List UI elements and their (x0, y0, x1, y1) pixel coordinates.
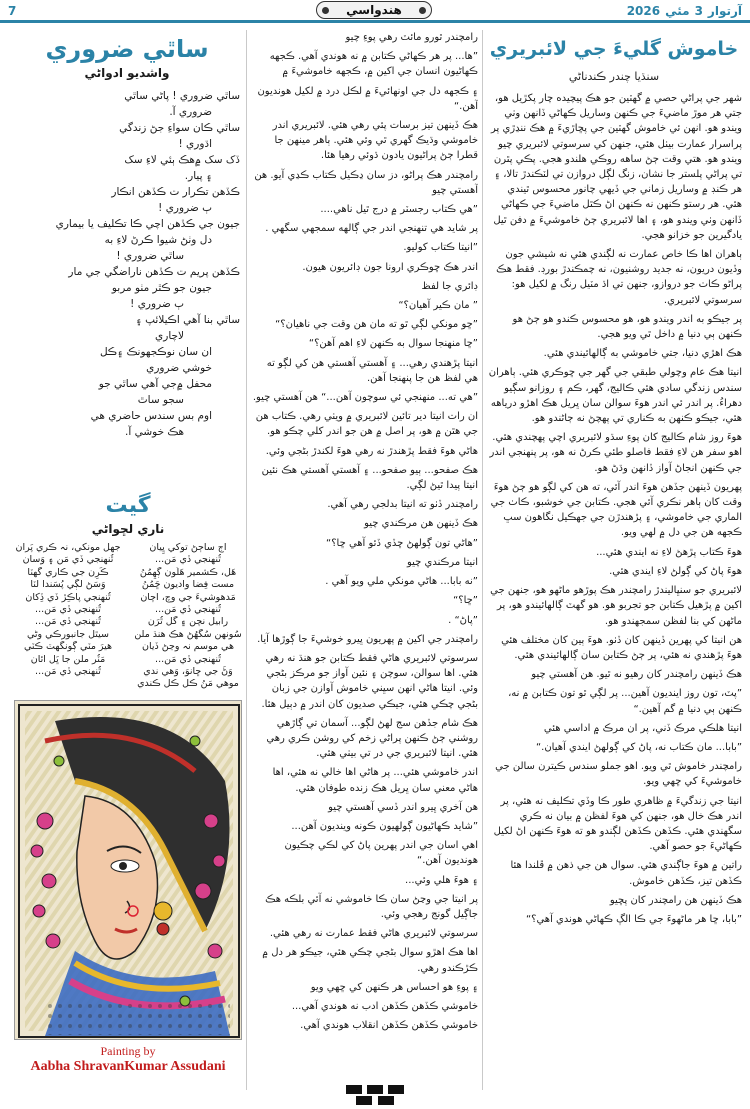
geet-line: مَٽُر ملن جا ڀَل آئان (30, 653, 106, 665)
story-paragraph: رامچندر جي اکين ۾ پهريون ڀيرو خوشيءَ جا ڳوڙها آيا. (257, 633, 478, 645)
poem-line: ضروري آ. (169, 106, 212, 118)
story-paragraph: هوءَ روز شام ڪاليج کان پوءِ سڌو لائبريري اچي پهچندي هئي. اهو سفر هن لاءِ فقط فاصلو طئي ڪرڻ نه هو، پر پنهنجي اندر جي ڪنهن انجاڻ آواز ڏانهن وڌڻ هو. (489, 432, 742, 474)
geet-line: ٿُنهنجي ڏي مَن... (35, 604, 101, 616)
column-divider (482, 30, 483, 1090)
story-paragraph: لائبريري جو سنڀاليندڙ رامچندر هڪ پوڙهو ماڻهو هو، جنهن جي اکين ۾ پڙهيل ڪتابن جو تجربو هو. هو گهٽ ڳالهائيندو هو، پر ماڻهن کي بنا لفظن سمجهندو هو. (490, 585, 742, 627)
poem-line: ٻ ضروري ! (130, 298, 184, 310)
story-paragraph: اندر هڪ ڇوڪري ارونا جون ڊائريون هيون. (302, 261, 478, 273)
story-body-right (486, 91, 742, 927)
story-paragraph: ”هي ڪتاب رجسٽر ۾ درج ٿيل ناهي.... (320, 204, 478, 216)
geet-line: رابيل نچن ۽ گل ٿُرَن (147, 616, 229, 628)
story-paragraph: انيتا مرڪندي چيو (406, 556, 478, 568)
story-title: خاموش گليءَ جي لائبريري (489, 38, 739, 60)
geet-column-right (134, 542, 242, 691)
story-paragraph: شهر جي پراڻي حصي ۾ گهٽين جو هڪ پيچيده چار پکڙيل هو، جتي هر موڙ ماضيءَ جي ڪنهن وساريل ڪهاڻي ڏانهن وٺي ويندو هو. انهن ئي خاموش گهٽين جي پڇاڙيءَ ۾ هڪ ننڍڙي پر پراسرار عمارت بيٺل هئي، جنهن کي سرسوتي لائبريري چيو ويندو هو. هتي وقت ڄڻ ساهه روڪي هلندو هجي. پڪي پٿرن تي پراڻي پلستر جا نشان، زنگ لڳل دروازن تي لٽڪندڙ تالا، ۽ هر ڪنڊ ۾ وساريل زماني جي ڏيهي چانور محسوس ٿيندي هئي. هر رستو ڪنهن نه ڪنهن اڻ ڪٿل ماضيءَ جي ڪهاڻي ڏانهن وٺي ويندو هو، ۽ اها لائبريري ڄڻ خاموشيءَ ۾ دفن ٿيل يادگيرين جو خزانو هجي. (490, 93, 742, 241)
story-paragraph: ۽ هوءَ هلي وئي... (405, 874, 478, 886)
page-number: 7 (8, 4, 17, 18)
story-paragraph: ”هي ته... منهنجي ئي سوچون آهن...“ هن آهستي چيو. (252, 392, 478, 404)
story-paragraph: ان رات انيتا دير تائين لائبريري ۾ ويٺي رهي. ڪتاب هن جي هٿن ۾ هو، پر اصل ۾ هن جو اندر کلي چڪو هو. (255, 411, 478, 438)
poem-section (14, 30, 240, 470)
story-paragraph: رامچندر ٿورو مائٽ رهي پوءِ چيو (345, 32, 478, 43)
story-paragraph: هوءَ پاڻ کي ڳولڻ لاءِ ايندي هئي. (609, 565, 742, 577)
story-paragraph: ”هاڻي تون ڳولهڻ ڇڏي ڏئو آهي ڇا؟“ (326, 537, 478, 549)
story-paragraph: خاموشي ڪڏهن ڪڏهن انقلاب هوندي آهي. (300, 1020, 478, 1032)
story-paragraph: ۽ ڪجهه دل جي اونهائيءَ ۾ لڪل درد ۾ لکيل هونديون آهن.“ (257, 85, 478, 112)
story-paragraph: ”ها... پر هر ڪهاڻي ڪتابن ۾ نه هوندي آهي. ڪجهه ڪهاڻيون انسان جي اکين ۾، ڪجهه خاموشيءَ ۾ (269, 51, 478, 78)
painting-illustration (15, 701, 242, 1040)
story-paragraph: رامچندر خاموش ٿي ويو. اهو جملو سندس ڪيترن سالن جي خاموشيءَ کي ڇهي ويو. (495, 761, 742, 788)
geet-title: گيت (105, 493, 151, 518)
story-paragraph: راتين ۾ هوءَ جاڳندي هئي. سوال هن جي ذهن ۾ ڦلندا هئا ڪڏهن تيز، ڪڏهن خاموش. (510, 860, 742, 887)
story-paragraph: ۽ پوءِ هو احساس هر ڪنهن کي ڇهي ويو (310, 981, 478, 993)
geet-line: سيٿل جانبورڪي وڻي (26, 628, 110, 640)
poem-author: واشديو ادواڻي (84, 66, 170, 80)
story-paragraph: انيتا هلڪي مرڪ ڏني، پر ان مرڪ ۾ اداسي هئي (543, 722, 742, 734)
geet-line: هيرَ مٽي ڳُونگهٽ ڪٽي (23, 641, 113, 653)
story-paragraph: ڊائري جا لفظ (421, 280, 478, 292)
geet-line: جهل مونکي، نہ ڪري پَران (15, 542, 121, 553)
story-paragraph: هن آخري ڀيرو اندر ڏسي آهستي چيو (328, 801, 478, 813)
masthead-logo (316, 1, 432, 19)
story-paragraph: هڪ ڏينهن هن رامچندر کان پڇيو (609, 894, 742, 906)
issue-day: آرتوار (707, 4, 742, 18)
story-paragraph: هڪ اهڙي دنيا، جتي خاموشي به ڳالهائيندي هئي. (543, 348, 742, 360)
page-header (0, 0, 750, 26)
story-paragraph: ”بابا، ڇا هر ماڻهوءَ جي ڪا الڳ ڪهاڻي هوندي آهي؟“ (525, 913, 742, 925)
story-paragraph: اهي اسان جي اندر پهرين پاڻ کي لڪي چڪيون هونديون آهن.“ (284, 840, 478, 867)
poem-line: خوشي ضروري (146, 362, 212, 374)
geet-line: وَسَڻ لڳي پُسَندا لٽا (30, 579, 106, 591)
poem-line: جيون جو ڪٿر مٺو مربو (111, 282, 212, 294)
story-paragraph: رامچندر ڏٺو ته انيتا بدلجي رهي آهي. (327, 499, 478, 511)
story-body-middle (252, 30, 478, 1033)
geet-line: هَل، ڪشمير هَلُون ڳَهِمُنُ (139, 566, 237, 578)
geet-line: ڪَرِن جي ڪاري گهٽا (27, 566, 109, 578)
geet-body (14, 542, 242, 691)
story-paragraph: پر جيڪو به اندر ويندو هو، هو محسوس ڪندو هو ڄڻ هو ڪنهن ٻي دنيا ۾ داخل ٿي ويو هجي. (512, 313, 742, 341)
story-paragraph: پر انيتا جي وڃڻ سان ڪا خاموشي نه آئي بلڪه هڪ جاڳيل گونج رهجي وئي. (265, 893, 478, 920)
story-paragraph: ”پاڻ“ . (448, 614, 478, 626)
story-paragraph: هڪ ڏينهن رامچندر کان رهيو نه ٿيو. هن آهستي چيو (531, 669, 742, 681)
geet-line: اڄ ساڄڻ توکي ڀِيان (149, 542, 227, 553)
header-rule (0, 20, 750, 23)
story-paragraph: هوءَ ڪتاب پڙهڻ لاءِ نه ايندي هئي... (596, 546, 742, 558)
geet-line: ٿُنهنجي ڏي مَن... (35, 666, 101, 678)
painting-credit-artist: Aabha ShravanKumar Assudani (30, 1059, 226, 1074)
poem-line: دل وٺڻ شيوا ڪرڻ لاءِ به (104, 234, 212, 246)
geet-column-left (14, 542, 122, 691)
geet-line: سُونهن سُگهُڻ هڪ هنڌ ملن (134, 628, 242, 640)
story-paragraph: پر شايد هي تنهنجي اندر جي ڳالهه سمجهي سگهي . (265, 223, 478, 235)
geet-line: ٿُنهنجي پاڪِڙ ڏي ڏِکان (25, 591, 111, 603)
story-paragraph: رامچندر هڪ پراڻو، دز سان ڍڪيل ڪتاب ڪڍي آيو. هن آهستي چيو (254, 169, 478, 196)
geet-line: ٿُنهنجي ڏي مَن... (155, 653, 221, 665)
story-paragraph: ”ڇو مونکي لڳي ٿو ته مان هن وقت جي ناهيان؟“ (275, 319, 478, 331)
poem-line: ساٿي بنا آهي اڪيلائپ ۽ (135, 314, 240, 326)
story-paragraph: پهريون ڏينهن جڏهن هوءَ اندر آئي، ته هن کي لڳو هو ڄڻ هوءَ وقت کان ٻاهر نڪري آئي هجي. ڪتابن جي خوشبو، ڪاٺ جي الماري جي خاموشي، ۽ پڙهندڙن جي جهڪيل نگاهون سڀ ڪجهه هن جي دل ۾ لهي ويو. (490, 481, 742, 539)
story-byline: سنڌيا چندر ڪندناڻي (568, 70, 660, 83)
story-paragraph: هاڻي هوءَ فقط پڙهندڙ نه رهي هوءَ لکندڙ بڻجي وئي. (265, 445, 478, 457)
poem-line: ۽ پيار. (184, 170, 212, 182)
story-paragraph: هڪ ڏينهن تيز برسات پئي رهي هئي. لائبريري اندر خاموشي وڌيڪ گهري ٿي وئي هئي. ٻاهر مينهن جا قطرا ڄڻ پراڻيون يادون ڌوئي رهيا هئا. (272, 120, 478, 162)
geet-section (14, 478, 242, 696)
issue-year: 2026 (626, 4, 661, 18)
story-paragraph: ”پٽ، تون روز اينديون آهين... پر لڳي ٿو تون ڪتابن ۾ نه، ڪنهن ٻي دنيا ۾ گم آهين.“ (508, 688, 742, 715)
story-column-middle (252, 30, 478, 1090)
geet-line: ٿُنهنجي ڏي مَن... (35, 616, 101, 628)
story-paragraph: ” مان ڪير آهيان؟“ (398, 300, 478, 312)
story-paragraph: خاموشي ڪڏهن ڪڏهن ادب نه هوندي آهي... (291, 1000, 478, 1012)
poem-line: ساٿي ڪان سواءِ جڻ زندگي (119, 122, 240, 134)
issue-month: مئي (665, 4, 690, 18)
poem-line: محفل ۾جي آهي ساٿي جو (98, 378, 212, 390)
story-paragraph: ”نه بابا... هاڻي مونکي ملي ويو آهي . (325, 576, 478, 588)
story-paragraph: هڪ ڏينهن هن مرڪندي چيو (364, 518, 478, 530)
geet-line (14, 678, 122, 690)
story-paragraph: سرسوتي لائبريري هاڻي فقط عمارت نه رهي هئي. (269, 928, 478, 940)
story-paragraph: ”بابا... مان ڪتاب نه، پاڻ کي ڳولهڻ ايندي آهيان.“ (535, 741, 742, 753)
poem-line: اڌوري ! (178, 138, 212, 150)
geet-line: ٿُنهنجي ڏي مَن... (155, 604, 221, 616)
poem-line: ساٿي ضروري ! (116, 250, 184, 262)
poem-line: ڪڏهن تڪرار ت ڪڏهن انڪار (111, 186, 240, 198)
issue-date-number: 3 (694, 4, 703, 18)
geet-line: هي موسم نہ وڃڻ ڏيان (142, 641, 234, 653)
poem-title: ساٿي ضروري (45, 35, 209, 63)
story-paragraph: ”شايد ڪهاڻيون ڳولهيون ڪونه وينديون آهن... (291, 820, 478, 832)
geet-line: موهي مَنُ ڪل ڪل ڪندي (137, 678, 239, 690)
story-paragraph: انيتا جي زندگيءَ ۾ ظاهري طور ڪا وڏي تڪليف نه هئي، پر اندر هڪ خال هو، جنهن کي هوءَ لفظن ۾ بيان نه ڪري سگهندي هئي. ڪڏهن ڪڏهن لڳندو هو ته هوءَ ڪنهن اڻ لکيل ڪهاڻيءَ جو حصو آهي. (493, 795, 742, 853)
poem-line: جيون جي ڪڏهن اچي ڪا تڪليف يا بيماري (55, 218, 240, 230)
geet-line: ٿُنهنجي ڏي مَن ۽ وَسان (22, 554, 114, 566)
poem-line: اوم بس سندس حاضري هي (90, 410, 212, 422)
geet-line: مَدهوشيءَ جي وچ، آچان (140, 591, 236, 603)
story-paragraph: اندر خاموشي هئي... پر هاڻي اها خالي نه هئي، اها هاڻي معني سان ڀريل هڪ زنده طوفان هئي. (272, 767, 478, 794)
story-paragraph: اها هڪ اهڙو سوال بڻجي چڪي هئي، جيڪو هر دل ۾ ڪڙڪندو رهي. (262, 947, 478, 974)
painting-credit-label: Painting by (100, 1044, 156, 1058)
story-paragraph: ”ڇا؟“ (453, 595, 478, 607)
geet-line: وَڻَ جي ڇانوَ، وَهي ندي (143, 666, 233, 678)
poem-line: ان سان نوڪجهونڪ ۽ڪل (99, 346, 212, 358)
masthead-text: هندواسي (346, 3, 402, 17)
column-divider (246, 30, 247, 1090)
issue-date (622, 4, 742, 18)
poem-line: ڪڏهن پريم ت ڪڏهن ناراضگي جي مار (68, 266, 240, 278)
poem-line: ساٿي ضروري ! پاڻي ساٿي (124, 90, 240, 102)
story-column-right (486, 30, 742, 1090)
story-paragraph: ٻاهران اها ڪا خاص عمارت نه لڳندي هئي نه شيشي جون وڏيون دريون، نه جديد روشنيون، نه چمڪندڙ بورڊ. فقط هڪ پراڻو ڪاٺ جو دروازو، جنهن تي اڌ مٽيل رنگ ۾ لکيل هو: سرسوتي لائبريري. (496, 249, 742, 306)
painting-image (14, 700, 242, 1040)
story-paragraph: انيتا هڪ عام وچولي طبقي جي گهر جي ڇوڪري هئي. ٻاهران سندس زندگي سادي هئي ڪاليج، گهر، ڪم ۽ روزانو سڳيو دهراءُ. پر اندر ئي اندر هوءَ سوالن سان ڀريل هڪ اهڙو درياهه هئي، جيڪو ڪنهن به ڪناري تي پهچڻ نه ڄاڻندو هو. (488, 367, 742, 425)
poem-line: هڪ خوشي آ. (125, 426, 184, 438)
story-paragraph: هڪ شام جڏهن سج لهڻ لڳو... آسمان تي ڳاڙهي روشني ڄڻ ڪنهن پراڻي زخم کي روشن ڪري رهي هئي. انيتا لائبريري جي در تي بيٺي هئي. (266, 717, 478, 760)
story-paragraph: انيتا پڙهندي رهي... ۽ آهستي آهستي هن کي لڳو ته هي لفظ هن جا پنهنجا آهن. (266, 357, 478, 384)
poem-line: ڏک سک ۾هڪ ٻئي لاءِ سک (124, 154, 240, 166)
end-of-page-ornament (346, 1085, 404, 1105)
story-paragraph: هن انيتا کي پهرين ڏينهن کان ڏٺو. هوءَ ٻين کان مختلف هئي هوءَ پڙهندي نه هئي، پر ڄڻ ڪتابن سان ڳالهائيندي هئي. (501, 634, 742, 661)
geet-line: مست فِضا واديون ڇَمُنُ (141, 579, 235, 591)
poem-line: سجو ساٿ (137, 394, 184, 406)
story-paragraph: هڪ صفحو... ٻيو صفحو... ۽ آهستي آهستي هڪ نئين انيتا پيدا ٿيڻ لڳي. (261, 464, 478, 492)
story-paragraph: سرسوتي لائبريري هاڻي فقط ڪتابن جو هنڌ نه رهي هئي. اها سوالن، سوچن ۽ نئين آواز جو مرڪز بڻجي وئي. انيتا هاڻي انهن سڀني خاموش آوازن جي زبان بڻجي چڪي هئي، جيڪي صديون کان اندر ۾ دٻيل هئا. (261, 652, 478, 710)
poem-line: لاچاري (155, 330, 184, 342)
geet-author: ناري لڇواڻي (91, 522, 165, 536)
poem-body (14, 88, 240, 440)
story-paragraph: ”انيتا ڪتاب کوليو. (403, 242, 478, 254)
geet-line: ٿُنهنجي ڏي مَن... (155, 554, 221, 566)
story-paragraph: ”ڇا منهنجا سوال به ڪنهن لاءِ اهم آهن؟“ (308, 338, 478, 350)
poem-line: ٻ ضروري ! (158, 202, 212, 214)
